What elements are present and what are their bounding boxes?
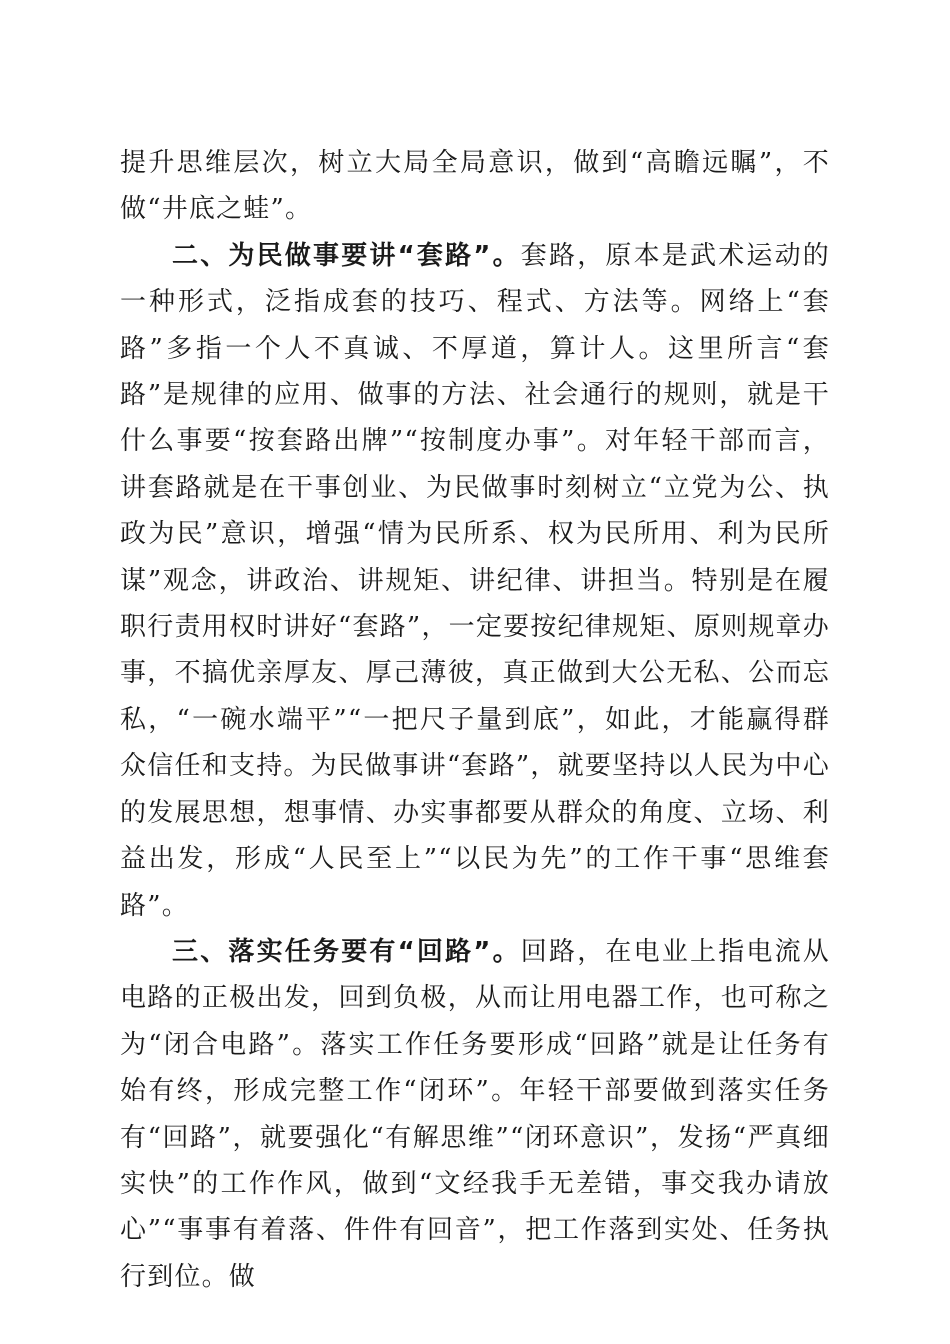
paragraph-body: 套路，原本是武术运动的一种形式，泛指成套的技巧、程式、方法等。网络上“套路”多指一个人不真诚、不厚道，算计人。这里所言“套路”是规律的应用、做事的方法、社会通行的规则，就是干什么事要“按套路出牌”“按制度办事”。对年轻干部而言，讲套路就是在干事创业、为民做事时刻树立“立党为公、执政为民”意识，增强“情为民所系、权为民所用、利为民所谋”观念，讲政治、讲规矩、讲纪律、讲担当。特别是在履职行责用权时讲好“套路”，一定要按纪律规矩、原则规章办事，不搞优亲厚友、厚己薄彼，真正做到大公无私、公而忘私，“一碗水端平”“一把尺子量到底”，如此，才能赢得群众信任和支持。为民做事讲“套路”，就要坚持以人民为中心的发展思想，想事情、办实事都要从群众的角度、立场、利益出发，形成“人民至上”“以民为先”的工作干事“思维套路”。	[120, 240, 831, 921]
section-heading: 三、落实任务要有“回路”。	[172, 936, 521, 967]
paragraph-body: 回路，在电业上指电流从电路的正极出发，回到负极，从而让用电器工作，也可称之为“闭合电路”。落实工作任务要形成“回路”就是让任务有始有终，形成完整工作“闭环”。年轻干部要做到落实任务有“回路”，就要强化“有解思维”“闭环意识”，发扬“严真细实快”的工作作风，做到“文经我手无差错，事交我办请放心”“事事有着落、件件有回音”，把工作落到实处、任务执行到位。做	[120, 936, 831, 1292]
paragraph-continuation	[120, 140, 830, 233]
paragraph-body: 提升思维层次，树立大局全局意识，做到“高瞻远瞩”，不做“井底之蛙”。	[120, 148, 830, 225]
section-heading: 二、为民做事要讲“套路”。	[172, 240, 521, 271]
document-body	[120, 140, 830, 1300]
paragraph-section-3	[120, 929, 830, 1300]
paragraph-section-2	[120, 233, 830, 929]
